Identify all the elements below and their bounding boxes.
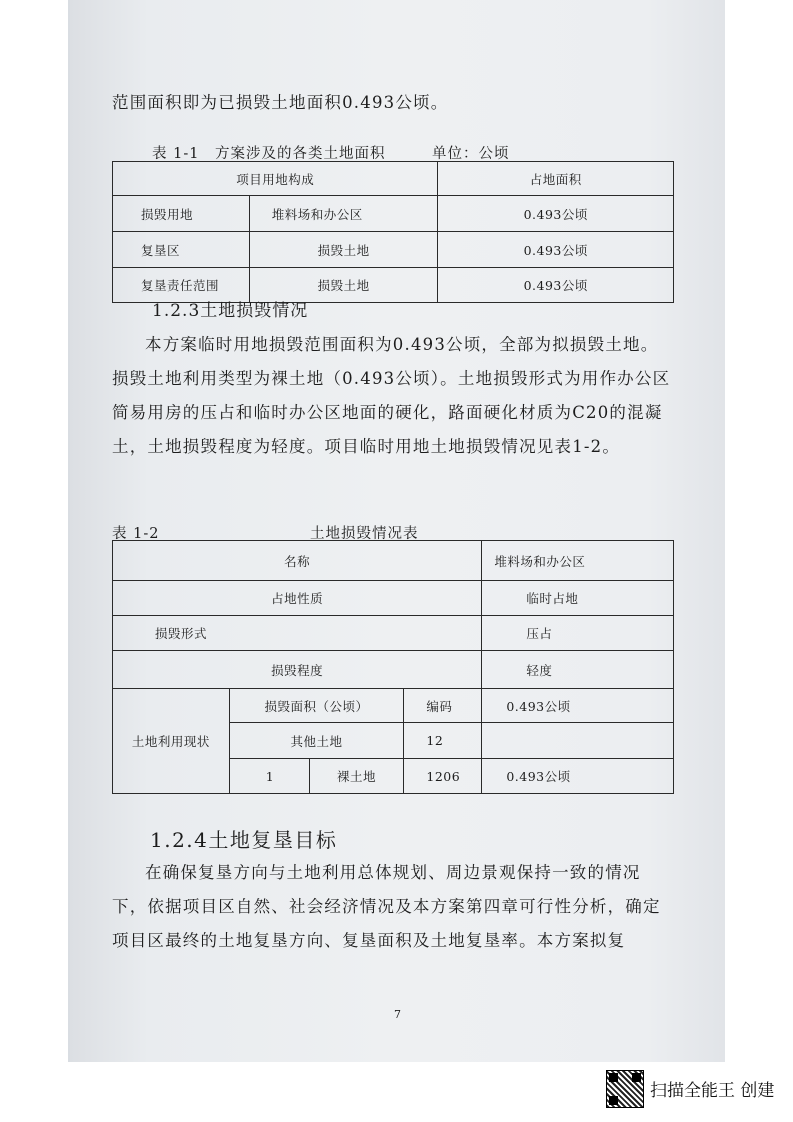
land-damage-table [112,540,674,794]
land-area-table [112,161,674,303]
table-cell: 名称 [113,541,482,581]
table-cell: 土地利用现状 [113,689,230,794]
table-cell: 损毁面积（公顷） [229,689,404,723]
document-page [70,0,725,1062]
table1-caption: 表 1-1 方案涉及的各类土地面积 单位：公顷 [152,146,510,162]
table-cell: 损毁土地 [249,268,438,303]
table2-caption-title: 土地损毁情况表 [310,526,419,542]
table-cell: 临时占地 [482,581,674,616]
table-cell: 堆料场和办公区 [482,541,674,581]
watermark-text: 扫描全能王 创建 [650,1081,775,1101]
table-cell: 损毁土地 [249,232,438,268]
section-heading-1-2-3: 1.2.3土地损毁情况 [152,301,309,321]
table-cell: 0.493公顷 [482,759,674,794]
table-cell: 复垦责任范围 [113,268,250,303]
table-cell: 堆料场和办公区 [249,196,438,232]
table-row [113,541,674,581]
table-cell: 0.493公顷 [482,689,674,723]
table-cell: 0.493公顷 [438,196,674,232]
table-cell: 损毁程度 [113,651,482,689]
table-cell: 0.493公顷 [438,268,674,303]
table-cell: 轻度 [482,651,674,689]
table-cell: 1206 [404,759,482,794]
table-cell [482,723,674,759]
table-cell: 1 [229,759,309,794]
table-row [113,616,674,651]
table-cell: 12 [404,723,482,759]
table-cell: 压占 [482,616,674,651]
paragraph-reclamation: 在确保复垦方向与土地利用总体规划、周边景观保持一致的情况下，依据项目区自然、社会经济情况及本方案第四章可行性分析，确定项目区最终的土地复垦方向、复垦面积及土地复垦率。本方案拟复 [112,863,661,950]
table-cell: 损毁用地 [113,196,250,232]
table-cell: 损毁形式 [113,616,482,651]
paragraph-intro: 范围面积即为已损毁土地面积0.493公顷。 [112,93,449,112]
scanner-watermark [606,1068,786,1110]
table-row [113,232,674,268]
table-cell: 0.493公顷 [438,232,674,268]
table1-header-area: 占地面积 [438,162,674,196]
table-row [113,651,674,689]
table1-header-composition: 项目用地构成 [113,162,438,196]
section-heading-1-2-4: 1.2.4土地复垦目标 [150,828,338,852]
table-row [113,196,674,232]
table-cell: 其他土地 [229,723,404,759]
qr-code-icon [606,1070,644,1108]
table-cell: 裸土地 [309,759,404,794]
table-row [113,689,674,723]
paragraph-damage: 本方案临时用地损毁范围面积为0.493公顷，全部为拟损毁土地。损毁土地利用类型为裸土地（0.493公顷）。土地损毁形式为用作办公区简易用房的压占和临时办公区地面的硬化，路面硬化材质为C20的混凝土，土地损毁程度为轻度。项目临时用地土地损毁情况见表1-2。 [112,335,671,456]
page-number: 7 [394,1008,401,1021]
table-cell: 复垦区 [113,232,250,268]
table-cell: 编码 [404,689,482,723]
table-row [113,581,674,616]
table-cell: 占地性质 [113,581,482,616]
table2-caption-number: 表 1-2 [112,526,160,542]
